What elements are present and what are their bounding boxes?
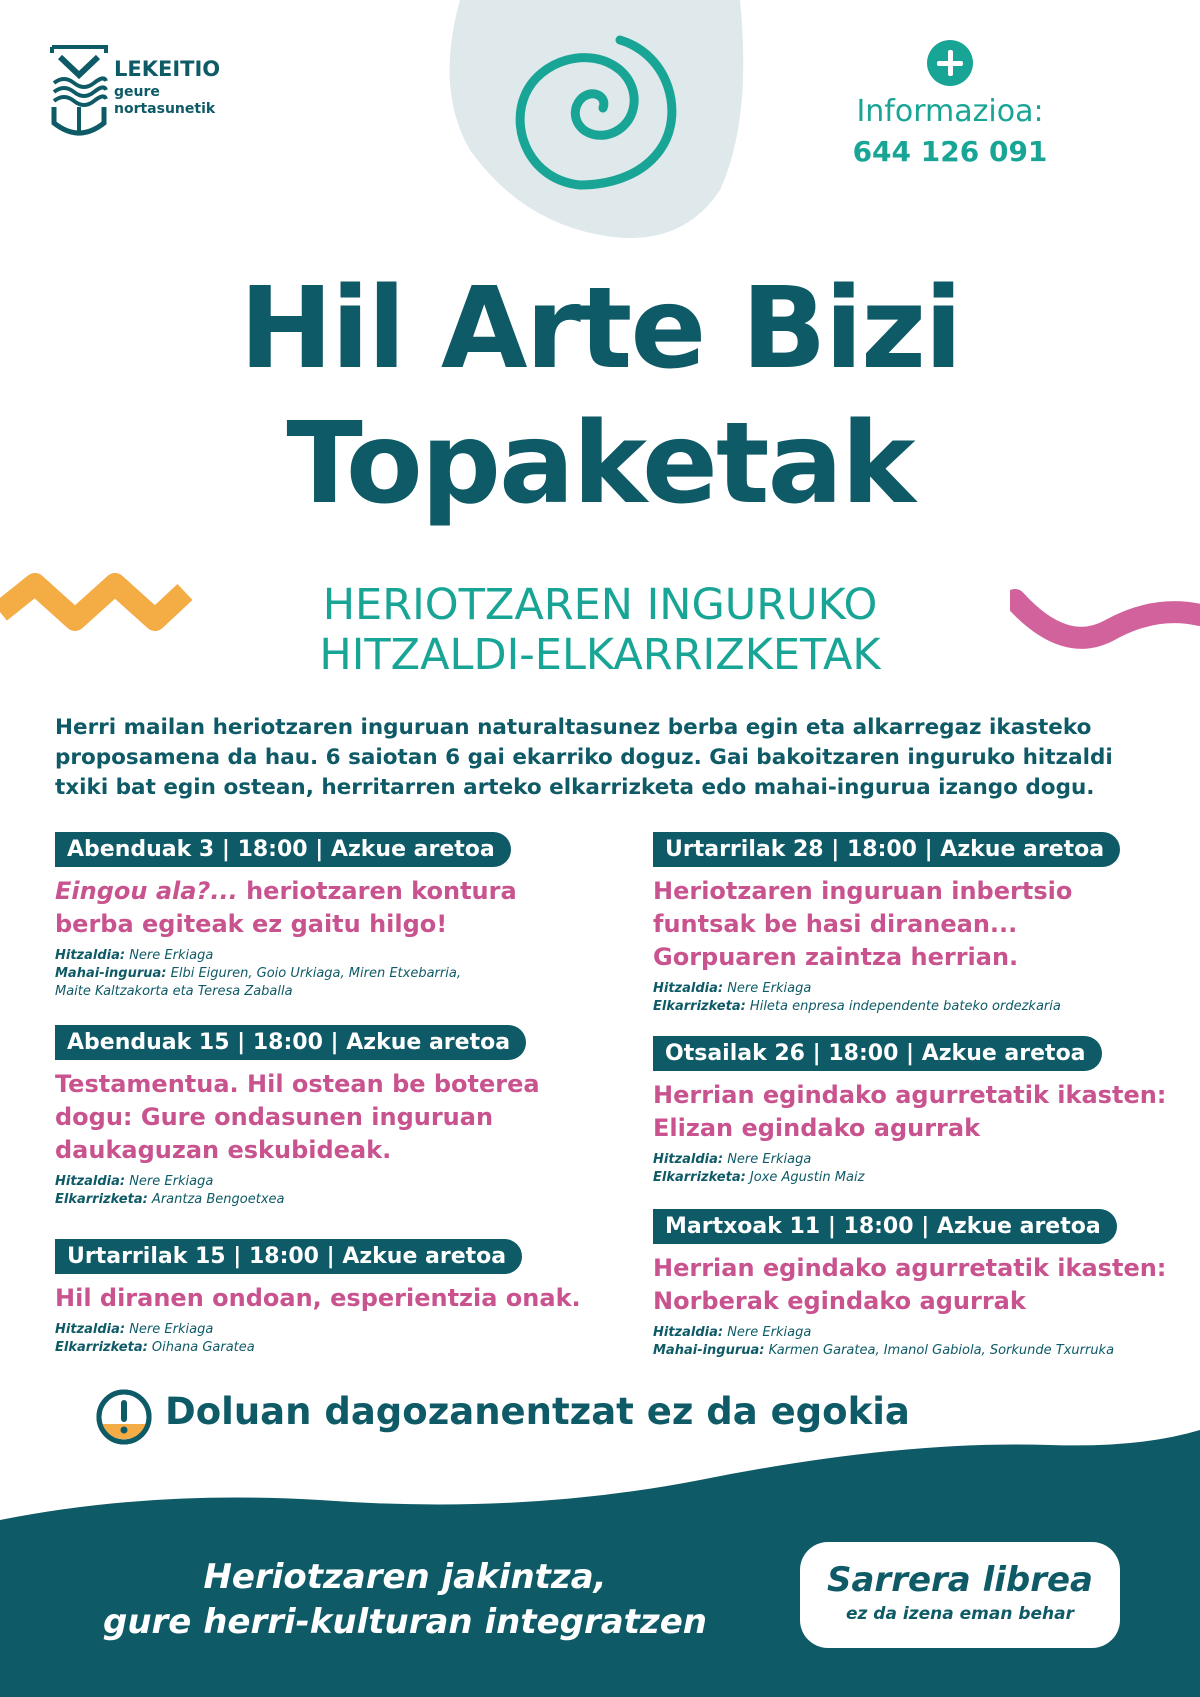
event-card [55,1239,595,1357]
event-title-line: Testamentua. Hil ostean be boterea [55,1070,540,1098]
info-block [830,40,1070,168]
detail-label: Hitzaldia: [55,1322,126,1337]
detail-label: Elkarrizketa: [653,999,746,1014]
logo-line3: nortasunetik [114,101,216,117]
event-title [653,1252,1193,1318]
event-header: Urtarrilak 28 | 18:00 | Azkue aretoa [653,832,1120,867]
event-title-line: daukaguzan eskubideak. [55,1136,392,1164]
event-details [653,1324,1193,1360]
detail-label: Elkarrizketa: [653,1170,746,1185]
detail-value: Karmen Garatea, Imanol Gabiola, Sorkunde Txurruka [764,1343,1115,1358]
intro-line: proposamena da hau. 6 saiotan 6 gai ekarriko doguz. Gai bakoitzaren inguruko hitzaldi [55,745,1113,770]
detail-label: Elkarrizketa: [55,1192,148,1207]
decorative-blob-spiral [440,0,760,250]
detail-value: Hileta enpresa independente bateko ordezkaria [745,999,1061,1014]
detail-value: Oihana Garatea [147,1340,255,1355]
event-details [653,980,1193,1016]
event-card [653,832,1193,1016]
event-card [653,1036,1193,1187]
detail-label: Hitzaldia: [653,981,724,996]
logo-line2: geure [114,84,160,100]
intro-line: Herri mailan heriotzaren inguruan naturaltasunez berba egin eta alkarregaz ikasteko [55,715,1092,740]
event-title-italic: Eingou ala?... [55,877,238,905]
event-header: Martxoak 11 | 18:00 | Azkue aretoa [653,1209,1117,1244]
event-card [55,1025,595,1209]
free-entry-sub: ez da izena eman behar [845,1604,1075,1624]
tagline-line2: gure herri-kulturan integratzen [103,1602,707,1642]
intro-line: txiki bat egin ostean, herritarren arteko elkarrizketa edo mahai-ingurua izango dogu. [55,775,1095,800]
detail-value: Maite Kaltzakorta eta Teresa Zaballa [55,984,293,999]
event-header: Urtarrilak 15 | 18:00 | Azkue aretoa [55,1239,522,1274]
subtitle-line2: HITZALDI-ELKARRIZKETAK [319,630,881,680]
event-header: Abenduak 15 | 18:00 | Azkue aretoa [55,1025,526,1060]
event-card [55,832,595,1001]
subtitle [0,580,1200,680]
detail-value: Nere Erkiaga [723,1325,812,1340]
event-title [653,875,1193,974]
info-phone[interactable]: 644 126 091 [852,135,1048,168]
detail-value: Nere Erkiaga [125,948,214,963]
event-title-line: Herrian egindako agurretatik ikasten: [653,1254,1167,1282]
tagline [55,1555,755,1645]
detail-value: Nere Erkiaga [723,1152,812,1167]
detail-label: Hitzaldia: [653,1325,724,1340]
event-title [55,1282,595,1315]
lekeitio-shield-icon [48,45,110,145]
detail-value: Nere Erkiaga [125,1174,214,1189]
title-line1: Hil Arte Bizi [239,264,961,394]
detail-value: Arantza Bengoetxea [147,1192,285,1207]
detail-label: Mahai-ingurua: [653,1343,765,1358]
detail-label: Elkarrizketa: [55,1340,148,1355]
title-line2: Topaketak [286,399,914,529]
detail-value: Elbi Eiguren, Goio Urkiaga, Miren Etxebarria, [166,966,461,981]
page-title [0,262,1200,532]
event-title-line: dogu: Gure ondasunen inguruan [55,1103,494,1131]
free-entry-main: Sarrera librea [827,1560,1093,1600]
event-details [55,1173,595,1209]
event-details [653,1151,1193,1187]
detail-label: Hitzaldia: [55,1174,126,1189]
intro-paragraph [55,713,1150,803]
event-title-line: Elizan egindako agurrak [653,1114,981,1142]
info-label: Informazioa: [856,94,1044,129]
event-title-line: funtsak be hasi diranean... [653,910,1018,938]
logo-name: LEKEITIO [114,57,221,81]
detail-label: Mahai-ingurua: [55,966,167,981]
subtitle-line1: HERIOTZAREN INGURUKO [322,580,878,630]
lekeitio-logo [48,45,288,145]
event-details [55,947,595,1001]
event-title-line: Heriotzaren inguruan inbertsio [653,877,1073,905]
event-title-rest: heriotzaren kontura [237,877,517,905]
event-title [55,875,595,941]
detail-value: Joxe Agustin Maiz [745,1170,865,1185]
detail-value: Nere Erkiaga [723,981,812,996]
detail-label: Hitzaldia: [653,1152,724,1167]
event-title [653,1079,1193,1145]
event-title-line: Gorpuaren zaintza herrian. [653,943,1019,971]
event-title [55,1068,595,1167]
plus-icon [927,40,973,86]
event-header: Otsailak 26 | 18:00 | Azkue aretoa [653,1036,1102,1071]
event-title-line: Hil diranen ondoan, esperientzia onak. [55,1284,581,1312]
event-title-line: Norberak egindako agurrak [653,1287,1026,1315]
detail-value: Nere Erkiaga [125,1322,214,1337]
free-entry-badge [800,1542,1120,1648]
event-header: Abenduak 3 | 18:00 | Azkue aretoa [55,832,511,867]
detail-label: Hitzaldia: [55,948,126,963]
warning-text: Doluan dagozanentzat ez da egokia [165,1390,910,1433]
event-title-line: Herrian egindako agurretatik ikasten: [653,1081,1167,1109]
tagline-line1: Heriotzaren jakintza, [203,1557,607,1597]
event-title-line: berba egiteak ez gaitu hilgo! [55,910,448,938]
event-details [55,1321,595,1357]
event-card [653,1209,1193,1360]
